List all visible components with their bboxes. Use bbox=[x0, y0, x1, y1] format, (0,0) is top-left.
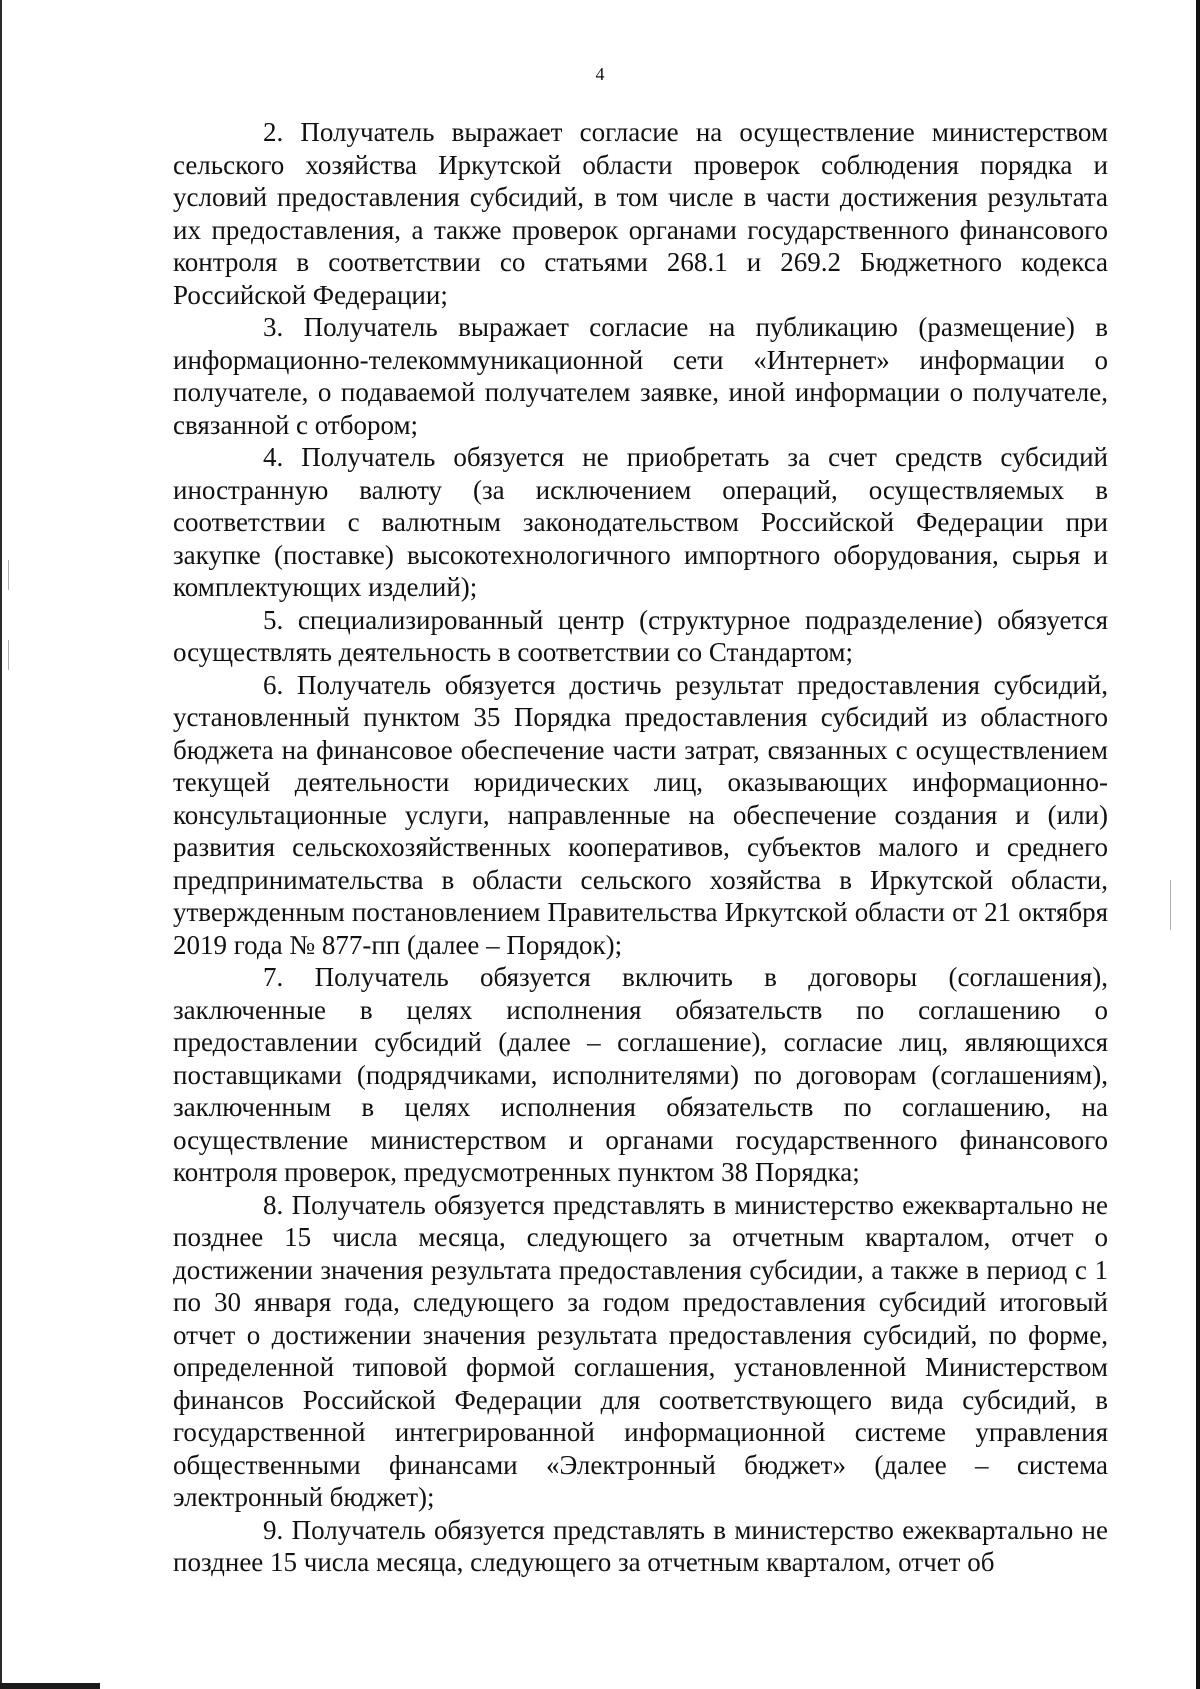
paragraph-8: 8. Получатель обязуется представлять в министерство ежеквартально не позднее 15 числа месяца, следующего за отчетным кварталом, отчет о достижении значения результата предоставления субсидии, а также в период с 1 по 30 января года, следующего за годом предоставления субсидий итоговый отчет о достижении значения результата предоставления субсидий, по форме, определенной типовой формой соглашения, установленной Министерством финансов Российской Федерации для соответствующего вида субсидий, в государственной интегрированной информационной системе управления общественными финансами «Электронный бюджет» (далее – система электронный бюджет); bbox=[173, 1189, 1108, 1512]
scan-mark bbox=[8, 640, 9, 670]
scan-edge-right bbox=[1196, 0, 1200, 1689]
paragraph-3: 3. Получатель выражает согласие на публикацию (размещение) в информационно-телекоммуникационной сети «Интернет» информации о получателе, о подаваемой получателем заявке, иной информации о получателе, связанной с отбором; bbox=[173, 312, 1108, 440]
paragraph-7: 7. Получатель обязуется включить в договоры (соглашения), заключенные в целях исполнения обязательств по соглашению о предоставлении субсидий (далее – соглашение), согласие лиц, являющихся поставщиками (подрядчиками, исполнителями) по договорам (соглашениям), заключенным в целях исполнения обязательств по соглашению, на осуществление министерством и органами государственного финансового контроля проверок, предусмотренных пунктом 38 Порядка; bbox=[173, 962, 1108, 1187]
paragraph-9: 9. Получатель обязуется представлять в министерство ежеквартально не позднее 15 числа месяца, следующего за отчетным кварталом, отчет об bbox=[173, 1514, 1108, 1577]
paragraph-6: 6. Получатель обязуется достичь результат предоставления субсидий, установленный пунктом 35 Порядка предоставления субсидий из областного бюджета на финансовое обеспечение части затрат, связанных с осуществлением текущей деятельности юридических лиц, оказывающих информационно-консультационные услуги, направленные на обеспечение создания и (или) развития сельскохозяйственных кооперативов, субъектов малого и среднего предпринимательства в области сельского хозяйства в Иркутской области, утвержденным постановлением Правительства Иркутской области от 21 октября 2019 года № 877-пп (далее – Порядок); bbox=[173, 669, 1108, 960]
document-body bbox=[173, 116, 1108, 1579]
scan-edge-left bbox=[0, 0, 2, 1689]
scan-mark bbox=[8, 560, 9, 590]
page-number: 4 bbox=[595, 64, 605, 84]
paragraph-4: 4. Получатель обязуется не приобретать за счет средств субсидий иностранную валюту (за исключением операций, осуществляемых в соответствии с валютным законодательством Российской Федерации при закупке (поставке) высокотехнологичного импортного оборудования, сырья и комплектующих изделий); bbox=[173, 442, 1108, 602]
paragraph-5: 5. специализированный центр (структурное подразделение) обязуется осуществлять деятельность в соответствии со Стандартом; bbox=[173, 604, 1108, 667]
scan-foot-mark bbox=[0, 1683, 100, 1689]
paragraph-2: 2. Получатель выражает согласие на осуществление министерством сельского хозяйства Иркутской области проверок соблюдения порядка и условий предоставления субсидий, в том числе в части достижения результата их предоставления, а также проверок органами государственного финансового контроля в соответствии со статьями 268.1 и 269.2 Бюджетного кодекса Российской Федерации; bbox=[173, 117, 1108, 310]
scan-mark bbox=[1170, 880, 1171, 930]
